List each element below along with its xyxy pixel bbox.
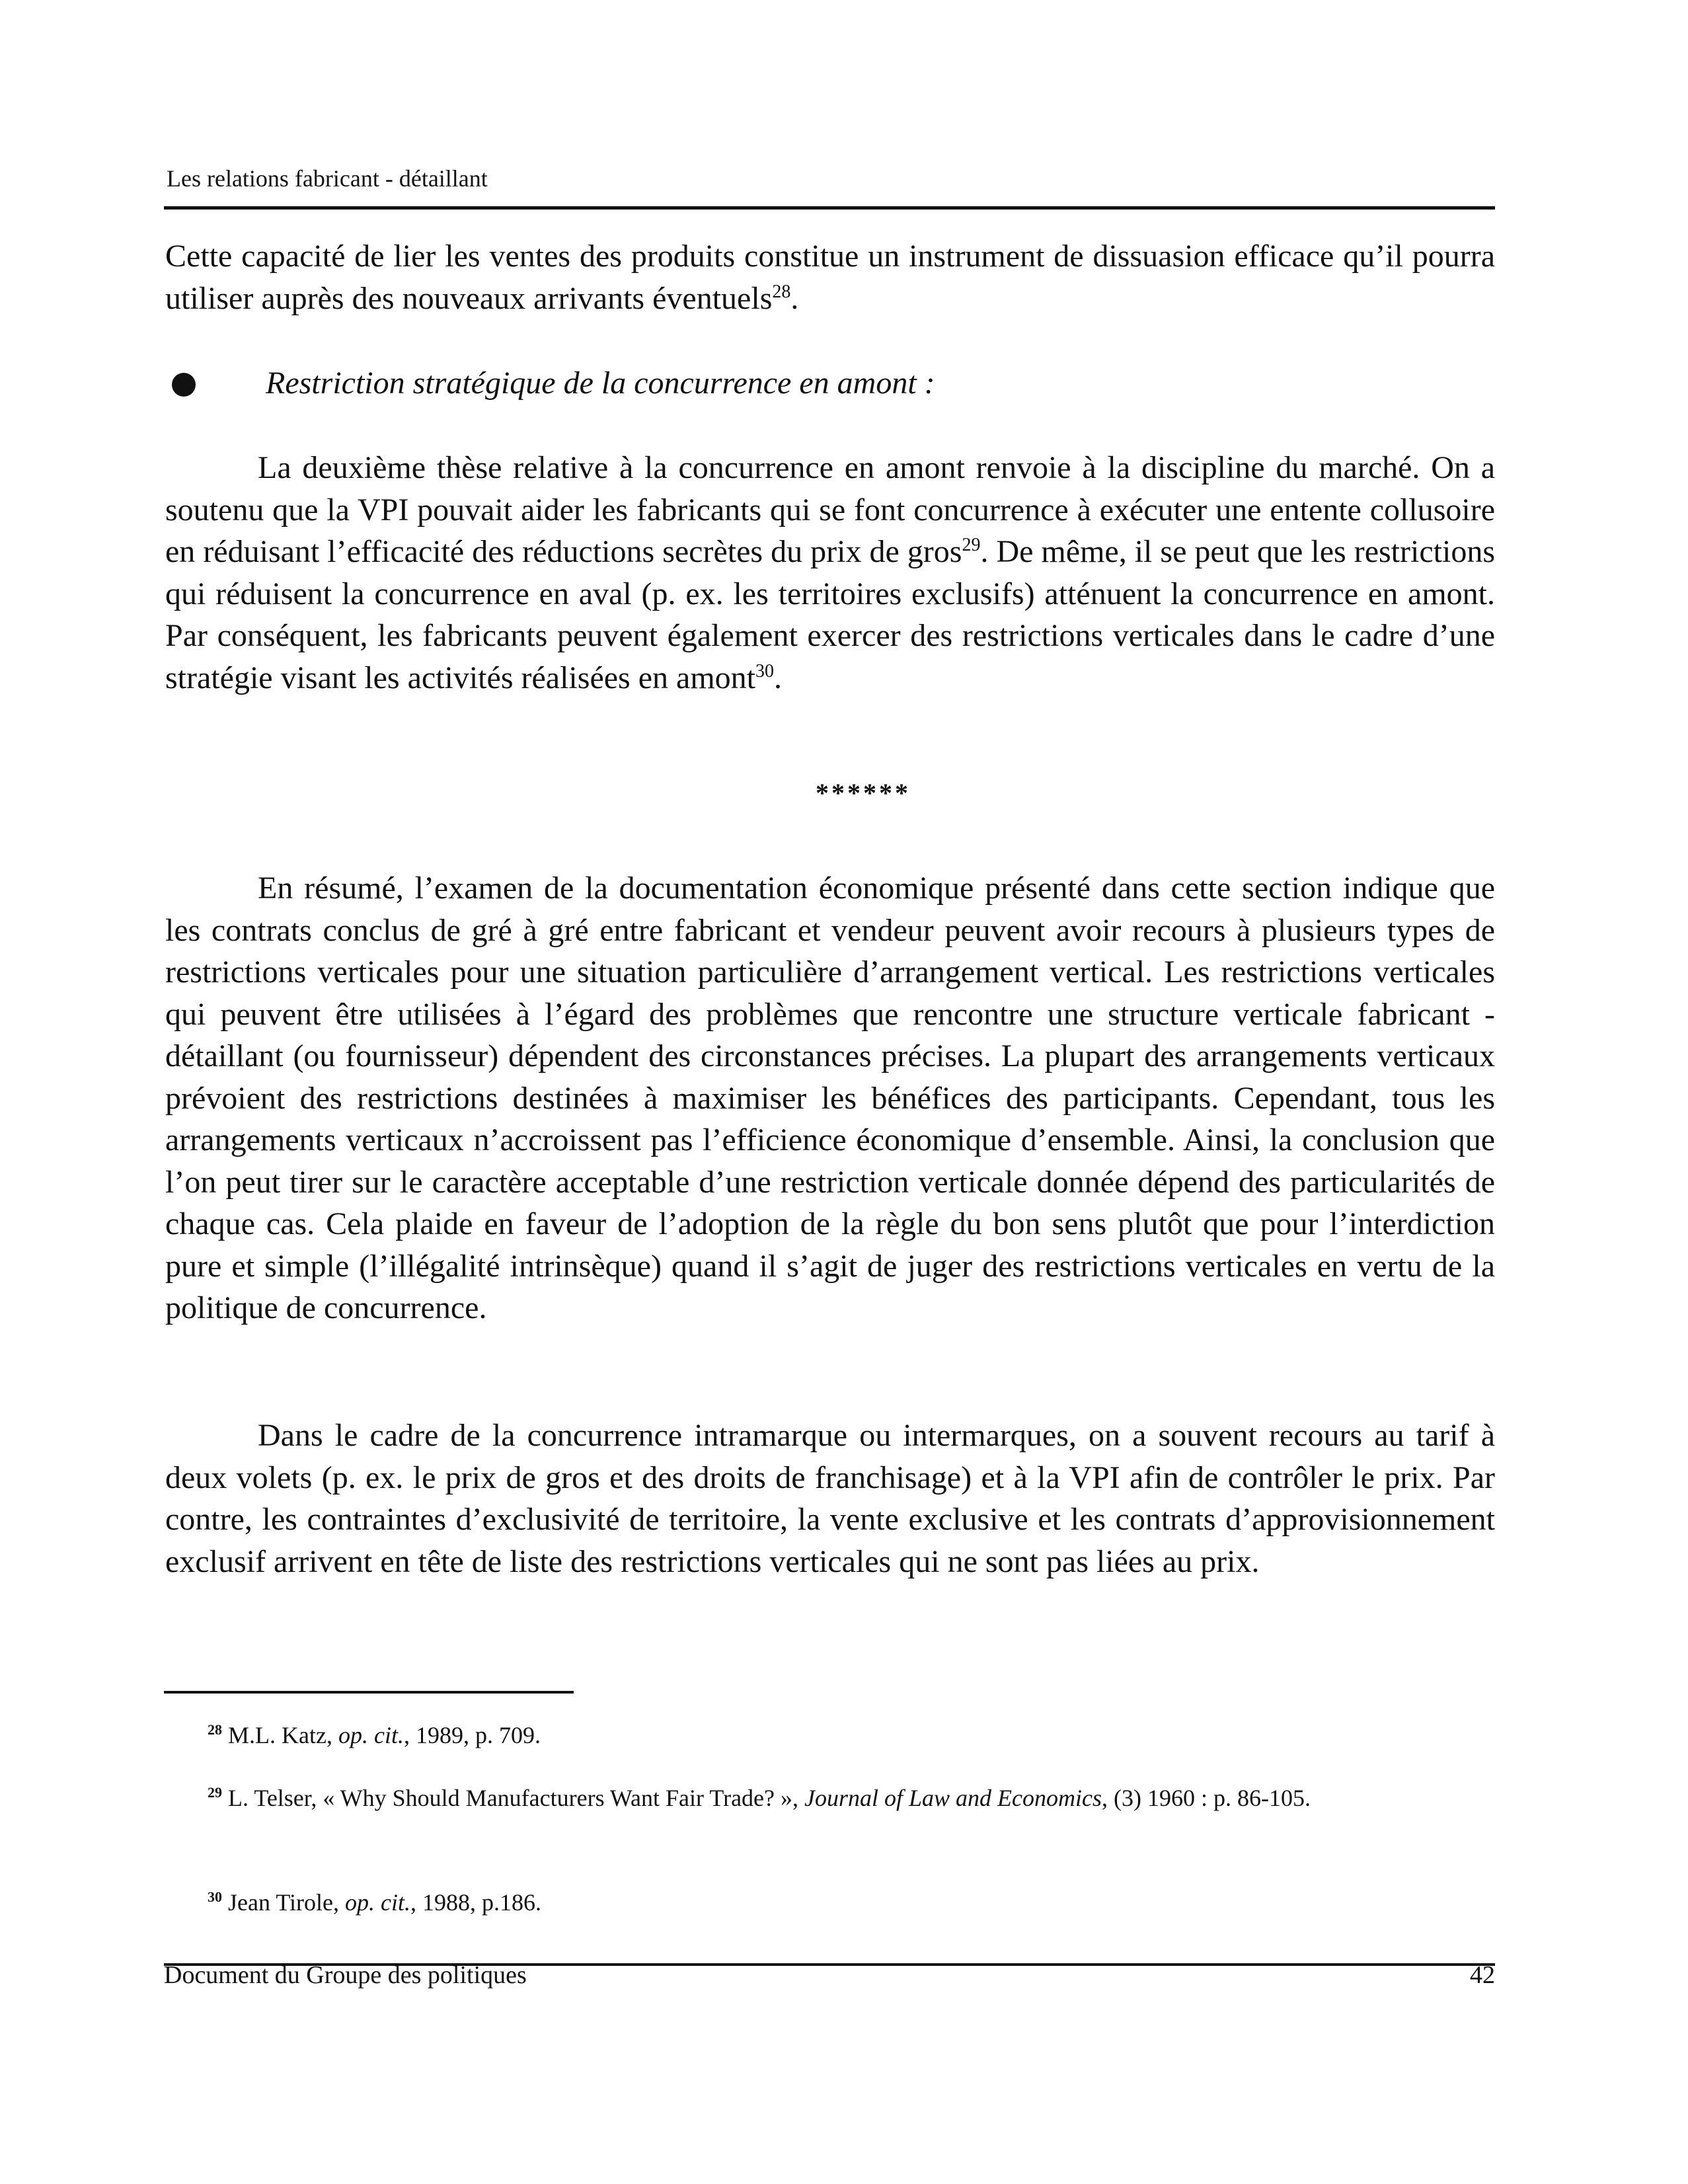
intro-text: Cette capacité de lier les ventes des produits constitue un instrument de dissuasion efficace qu’il pourra utiliser auprès des nouveaux arrivants éventuels xyxy=(165,239,1495,316)
intro-paragraph xyxy=(165,235,1495,319)
intrabrand-text: Dans le cadre de la concurrence intramarque ou intermarques, on a souvent recours au tarif à deux volets (p. ex. le prix de gros et des droits de franchisage) et à la VPI afin de contrôler le prix. Par contre, les contraintes d’exclusivité de territoire, la vente exclusive et les contrats d’approvisionnement exclusif arrivent en tête de liste des restrictions verticales qui ne sont pas liées au prix. xyxy=(165,1418,1495,1579)
paragraph-intrabrand xyxy=(165,1415,1495,1582)
bullet-heading-label: Restriction stratégique de la concurrence en amont : xyxy=(266,366,935,401)
running-footer: Document du Groupe des politiques xyxy=(164,1961,527,1989)
paragraph-text-end: . xyxy=(774,660,783,695)
footnote-italic: op. cit. xyxy=(338,1722,404,1748)
header-rule xyxy=(164,206,1495,210)
footnote-30 xyxy=(167,1886,1495,1919)
footnote-text: Jean Tirole, xyxy=(228,1889,346,1916)
footnote-text: M.L. Katz, xyxy=(228,1722,338,1748)
bullet-heading xyxy=(165,362,1495,405)
footnote-text-after: , 1989, p. 709. xyxy=(403,1722,541,1748)
footnote-28 xyxy=(167,1719,1495,1752)
footnote-29 xyxy=(167,1781,1495,1814)
running-header: Les relations fabricant - détaillant xyxy=(167,165,488,192)
filled-circle-bullet-icon xyxy=(172,373,196,397)
paragraph-upstream-competition xyxy=(165,447,1495,699)
footnote-ref-30[interactable]: 30 xyxy=(755,660,775,682)
footnote-italic: op. cit. xyxy=(345,1889,410,1916)
footnote-ref-29[interactable]: 29 xyxy=(962,535,981,555)
paragraph-text-part2: . De même, il se peut que les restrictions qui réduisent la concurrence en aval (p. ex. les territoires exclusifs) atténuent la concurrence en amont. Par conséquent, les fabricants peuvent également exercer des restrictions verticales dans le cadre d’une stratégie visant les activités réalisées en amont xyxy=(165,534,1495,695)
footnote-number: 30 xyxy=(208,1889,222,1905)
footnote-italic: Journal of Law and Economics xyxy=(804,1785,1102,1811)
footnote-separator-rule xyxy=(164,1691,574,1694)
footnote-number: 28 xyxy=(208,1721,222,1738)
footnote-text-after: , 1988, p.186. xyxy=(410,1889,541,1916)
paragraph-summary xyxy=(165,867,1495,1329)
footnote-text-after: , (3) 1960 : p. 86-105. xyxy=(1101,1785,1311,1811)
footnote-ref-28[interactable]: 28 xyxy=(772,281,791,302)
summary-text: En résumé, l’examen de la documentation économique présenté dans cette section indique que les contrats conclus de gré à gré entre fabricant et vendeur peuvent avoir recours à plusieurs types de restrictions verticales pour une situation particulière d’arrangement vertical. Les restrictions verticales qui peuvent être utilisées à l’égard des problèmes que rencontre une structure verticale fabricant - détaillant (ou fournisseur) dépendent des circonstances précises. La plupart des arrangements verticaux prévoient des restrictions destinées à maximiser les bénéfices des participants. Cependant, tous les arrangements verticaux n’accroissent pas l’efficience économique d’ensemble. Ainsi, la conclusion que l’on peut tirer sur le caractère acceptable d’une restriction verticale donnée dépend des particularités de chaque cas. Cela plaide en faveur de l’adoption de la règle du bon sens plutôt que pour l’interdiction pure et simple (l’illégalité intrinsèque) quand il s’agit de juger des restrictions verticales en vertu de la politique de concurrence. xyxy=(165,871,1495,1325)
section-separator: ****** xyxy=(816,778,911,808)
footnote-number: 29 xyxy=(208,1784,222,1801)
intro-end: . xyxy=(790,280,799,316)
page-number: 42 xyxy=(1470,1961,1495,1989)
footnote-text: L. Telser, « Why Should Manufacturers Want Fair Trade? », xyxy=(228,1785,804,1811)
paragraph-text-part1: La deuxième thèse relative à la concurrence en amont renvoie à la discipline du marché. On a soutenu que la VPI pouvait aider les fabricants qui se font concurrence à exécuter une entente collusoire en réduisant l’efficacité des réductions secrètes du prix de gros xyxy=(165,450,1495,569)
